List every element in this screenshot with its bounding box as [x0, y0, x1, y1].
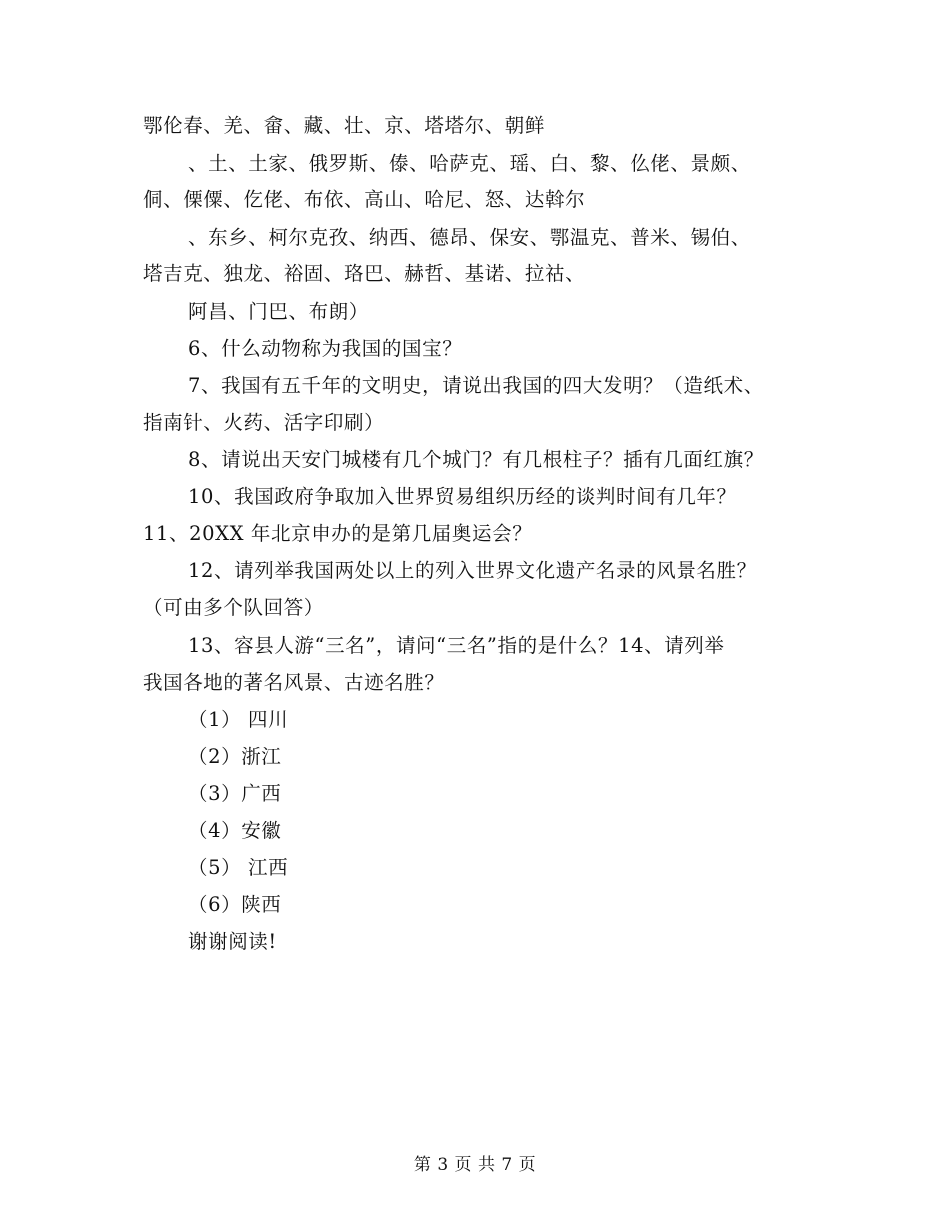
list-item: （2）浙江	[188, 745, 282, 768]
question-10: 10、我国政府争取加入世界贸易组织历经的谈判时间有几年？	[188, 485, 737, 508]
list-item: （3）广西	[188, 782, 282, 805]
list-item: （6）陕西	[188, 893, 282, 916]
text-line: （可由多个队回答）	[143, 596, 324, 619]
list-item: （5） 江西	[188, 856, 289, 879]
question-11: 11、20XX 年北京申办的是第几届奥运会？	[143, 522, 533, 545]
question-12: 12、请列举我国两处以上的列入世界文化遗产名录的风景名胜？	[188, 559, 757, 582]
question-7: 7、我国有五千年的文明史，请说出我国的四大发明？（造纸术、	[188, 374, 764, 397]
text-line: 塔吉克、独龙、裕固、珞巴、赫哲、基诺、拉祜、	[143, 262, 586, 285]
text-line: 鄂伦春、羌、畲、藏、壮、京、塔塔尔、朝鲜	[143, 114, 546, 137]
list-item: （1） 四川	[188, 708, 289, 731]
text-line: 指南针、火药、活字印刷）	[143, 411, 385, 434]
question-8: 8、请说出天安门城楼有几个城门？有几根柱子？插有几面红旗？	[188, 448, 764, 471]
page-number-footer: 第 3 页 共 7 页	[413, 1155, 537, 1175]
text-line: 侗、傈僳、仡佬、布依、高山、哈尼、怒、达斡尔	[143, 188, 586, 211]
text-line: 、土、土家、俄罗斯、傣、哈萨克、瑶、白、黎、仫佬、景颇、	[188, 152, 751, 175]
question-13: 13、容县人游“三名”，请问“三名”指的是什么？14、请列举	[188, 634, 725, 657]
question-6: 6、什么动物称为我国的国宝？	[188, 337, 463, 360]
text-line: 、东乡、柯尔克孜、纳西、德昂、保安、鄂温克、普米、锡伯、	[188, 226, 751, 249]
text-line: 我国各地的著名风景、古迹名胜？	[143, 671, 445, 694]
text-line: 阿昌、门巴、布朗）	[188, 300, 369, 323]
list-item: （4）安徽	[188, 819, 282, 842]
closing-text: 谢谢阅读!	[188, 930, 277, 953]
